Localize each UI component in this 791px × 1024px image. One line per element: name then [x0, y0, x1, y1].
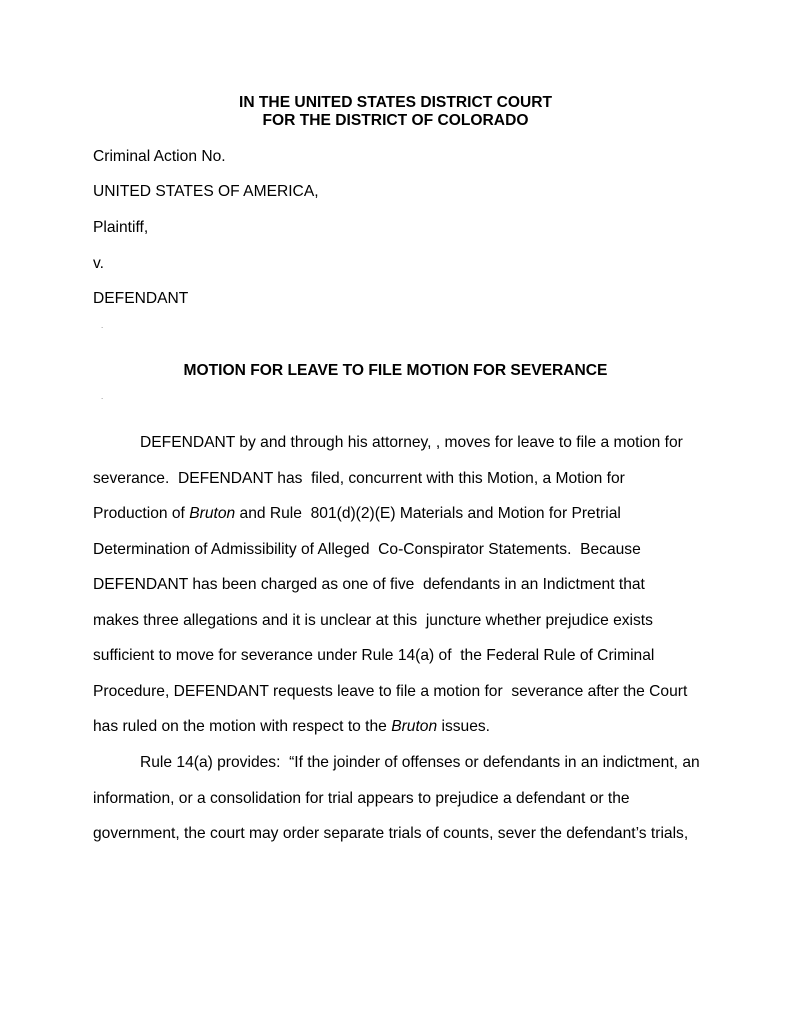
court-heading-line1: IN THE UNITED STATES DISTRICT COURT: [238, 94, 553, 111]
body-line: Production of Bruton and Rule 801(d)(2)(E) Materials and Motion for Pretrial: [93, 505, 621, 522]
body-line: information, or a consolidation for trial appears to prejudice a defendant or the: [93, 790, 630, 807]
body-line: severance. DEFENDANT has filed, concurrent with this Motion, a Motion for: [93, 470, 625, 487]
body-line: Rule 14(a) provides: “If the joinder of offenses or defendants in an indictment, an: [140, 754, 700, 771]
body-line: has ruled on the motion with respect to the Bruton issues.: [93, 718, 491, 735]
motion-title: MOTION FOR LEAVE TO FILE MOTION FOR SEVERANCE: [183, 362, 608, 379]
body-line: Procedure, DEFENDANT requests leave to file a motion for severance after the Court: [93, 683, 688, 700]
body-line: DEFENDANT has been charged as one of five defendants in an Indictment that: [93, 576, 645, 593]
criminal-action-number: Criminal Action No.: [93, 148, 226, 165]
plaintiff-role: Plaintiff,: [93, 219, 149, 236]
body-line: makes three allegations and it is unclear at this juncture whether prejudice exists: [93, 612, 653, 629]
body-line: DEFENDANT by and through his attorney, , moves for leave to file a motion for: [140, 434, 683, 451]
body-line: sufficient to move for severance under Rule 14(a) of the Federal Rule of Criminal: [93, 647, 655, 664]
court-heading-line2: FOR THE DISTRICT OF COLORADO: [262, 112, 529, 129]
case-name-bruton: Bruton: [189, 505, 236, 522]
body-line: Determination of Admissibility of Alleged Co-Conspirator Statements. Because: [93, 541, 641, 558]
body-line: government, the court may order separate trials of counts, sever the defendant’s trials,: [93, 825, 689, 842]
versus: v.: [93, 255, 104, 272]
separator-dot: .: [101, 321, 104, 330]
defendant-name: DEFENDANT: [93, 290, 189, 307]
plaintiff-name: UNITED STATES OF AMERICA,: [93, 183, 319, 200]
separator-dot: .: [101, 392, 104, 401]
case-name-bruton: Bruton: [391, 718, 438, 735]
